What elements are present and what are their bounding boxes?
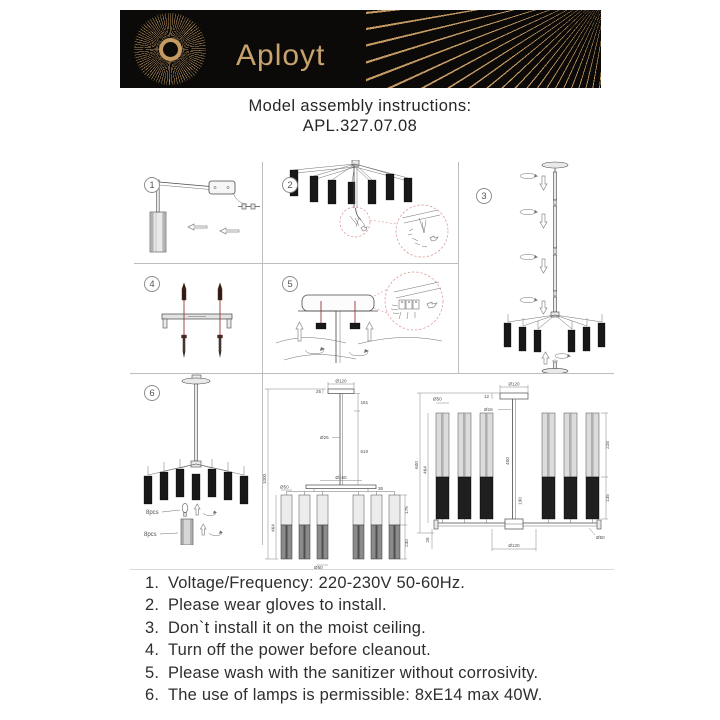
- svg-text:Ø50: Ø50: [280, 484, 289, 490]
- terminal-block: [391, 300, 419, 319]
- step-number-badge: 5: [282, 276, 298, 292]
- svg-text:610: 610: [360, 449, 369, 454]
- svg-text:464: 464: [422, 466, 428, 474]
- step-2-drawing: [262, 160, 458, 263]
- svg-text:230: 230: [404, 539, 409, 547]
- step-number-badge: 6: [144, 385, 160, 401]
- instructions-list: [141, 572, 634, 706]
- shade-qty-label: 8pcs: [144, 532, 157, 538]
- svg-text:190: 190: [517, 497, 523, 505]
- svg-text:36: 36: [378, 486, 384, 491]
- bulb-qty-label: 8pcs: [146, 510, 159, 516]
- instruction-item: 5. Please wash with the sanitizer without corrosivity.: [164, 662, 634, 684]
- instruction-item: 1. Voltage/Frequency: 220-230V 50-60Hz.: [164, 572, 634, 594]
- down-arrow-icons: [540, 176, 547, 314]
- svg-text:175: 175: [404, 506, 409, 514]
- assembly-step-5: [262, 263, 458, 373]
- assembly-step-3: [458, 160, 614, 373]
- svg-text:135: 135: [605, 494, 610, 502]
- shade-cylinder-icon: [181, 519, 193, 545]
- svg-text:1000: 1000: [262, 473, 267, 485]
- instruction-item: 2. Please wear gloves to install.: [164, 594, 634, 616]
- front-view-shades: [281, 495, 400, 559]
- assembly-diagram-grid: [130, 160, 614, 572]
- anchor-icons: [182, 283, 222, 300]
- brand-name: Aployt: [236, 39, 326, 72]
- assembly-step-6: [130, 373, 262, 545]
- instruction-item: 4. Turn off the power before cleanout.: [164, 639, 634, 661]
- assembly-step-1: [130, 160, 262, 263]
- svg-text:Ø120: Ø120: [335, 378, 347, 384]
- rays-decoration: [366, 10, 601, 88]
- brand-banner: [120, 10, 601, 88]
- svg-text:Ø50: Ø50: [596, 535, 605, 540]
- svg-text:181: 181: [360, 400, 369, 405]
- rod-segments: [553, 172, 556, 312]
- instruction-item: 3. Don`t install it on the moist ceiling.: [164, 617, 634, 639]
- assembly-step-2: [262, 160, 458, 263]
- step-number-badge: 1: [144, 177, 160, 193]
- svg-text:Ø16: Ø16: [484, 407, 493, 412]
- step-number-badge: 3: [476, 188, 492, 204]
- step-number-badge: 4: [144, 276, 160, 292]
- step-number-badge: 2: [282, 177, 298, 193]
- svg-text:Ø50: Ø50: [314, 565, 323, 569]
- candle-bulb-icon: [182, 503, 188, 516]
- dimension-drawing-canvas: [262, 373, 614, 569]
- page-title: Model assembly instructions:: [248, 97, 472, 115]
- svg-text:400: 400: [505, 457, 510, 465]
- assembly-step-4: [130, 263, 262, 373]
- grid-bottom-border: [130, 569, 614, 570]
- svg-text:12: 12: [484, 394, 490, 399]
- model-number: APL.327.07.08: [302, 117, 418, 135]
- svg-text:Ø160: Ø160: [335, 475, 347, 480]
- dimension-drawing-front: [262, 379, 409, 570]
- step-1-drawing: [130, 160, 262, 263]
- svg-text:26: 26: [425, 537, 430, 543]
- svg-text:464: 464: [270, 524, 276, 532]
- starburst-logo-icon: [134, 13, 206, 85]
- svg-text:Ø120: Ø120: [508, 543, 520, 548]
- svg-text:25: 25: [316, 389, 322, 394]
- svg-text:Ø120: Ø120: [508, 381, 520, 387]
- rotation-arrow-icons: [520, 173, 538, 302]
- dimension-drawing-side: [414, 382, 610, 552]
- instruction-item: 6. The use of lamps is permissible: 8xE14 max 40W.: [164, 684, 634, 706]
- screw-icons: [182, 335, 223, 358]
- dimension-drawings: [262, 373, 614, 569]
- svg-text:Ø50: Ø50: [433, 396, 442, 402]
- svg-text:600: 600: [414, 461, 419, 469]
- svg-text:228: 228: [605, 441, 610, 449]
- svg-text:Ø25: Ø25: [320, 435, 329, 440]
